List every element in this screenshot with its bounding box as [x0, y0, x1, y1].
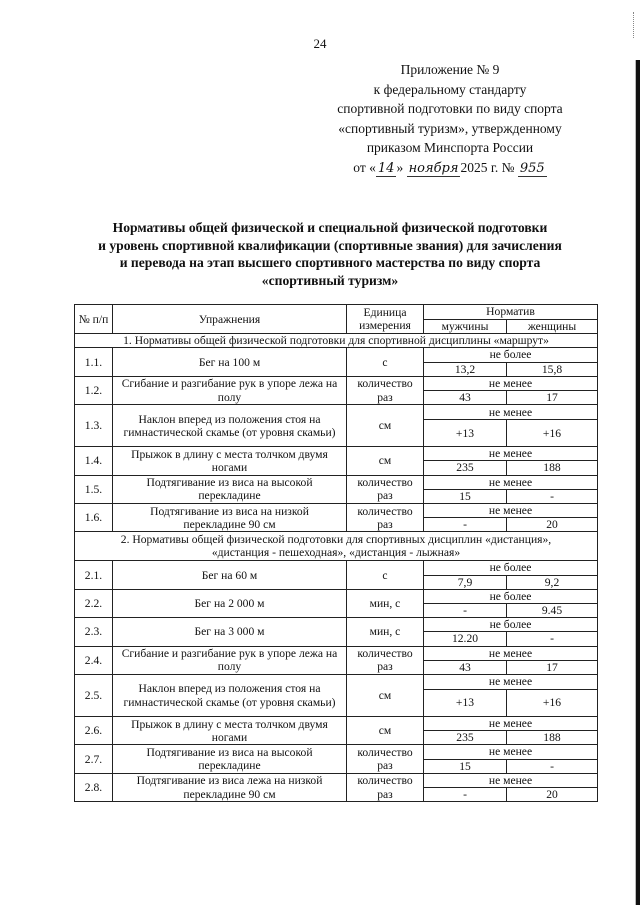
row-num: 2.6. [75, 717, 113, 745]
row-unit: количество раз [347, 376, 424, 404]
table-row [75, 618, 598, 632]
row-women-value: +16 [507, 690, 598, 717]
table-row [75, 589, 598, 603]
table-row [75, 717, 598, 731]
page-number: 24 [313, 36, 327, 51]
handwritten-order-number: 955 [519, 160, 545, 176]
row-condition: не менее [424, 475, 598, 489]
row-unit: количество раз [347, 773, 424, 801]
date-year: 2025 г. № [460, 159, 515, 175]
row-unit: количество раз [347, 745, 424, 773]
row-unit: с [347, 348, 424, 376]
table-row [75, 348, 598, 362]
row-num: 1.2. [75, 376, 113, 404]
row-men-value: 43 [424, 391, 507, 405]
row-unit: см [347, 717, 424, 745]
table-row [75, 447, 598, 461]
table-row [75, 376, 598, 390]
table-row [75, 405, 598, 420]
header-women: женщины [507, 320, 598, 334]
table-row [75, 675, 598, 690]
header-num: № п/п [75, 305, 113, 334]
row-men-value: 12.20 [424, 632, 507, 646]
row-exercise: Подтягивание из виса на высокой перекладине [113, 475, 347, 503]
row-men-value: 7,9 [424, 575, 507, 589]
title-line: «спортивный туризм» [261, 272, 399, 288]
row-condition: не менее [424, 745, 598, 759]
row-exercise: Наклон вперед из положения стоя на гимнастической скамье (от уровня скамьи) [113, 675, 347, 717]
row-num: 2.1. [75, 561, 113, 589]
row-exercise: Прыжок в длину с места толчком двумя ногами [113, 717, 347, 745]
title-line: и уровень спортивной квалификации (спортивные звания) для зачисления [98, 237, 562, 253]
header-men: мужчины [424, 320, 507, 334]
header-exercise: Упражнения [113, 305, 347, 334]
row-unit: см [347, 447, 424, 475]
row-unit: мин, с [347, 618, 424, 646]
appendix-line: спортивной подготовки по виду спорта [337, 101, 563, 116]
row-exercise: Сгибание и разгибание рук в упоре лежа на полу [113, 376, 347, 404]
row-condition: не более [424, 589, 598, 603]
row-women-value: - [507, 759, 598, 773]
row-condition: не более [424, 348, 598, 362]
row-women-value: 20 [507, 788, 598, 802]
row-men-value: 15 [424, 759, 507, 773]
appendix-line: к федеральному стандарту [373, 81, 527, 97]
row-unit: мин, с [347, 589, 424, 617]
row-condition: не менее [424, 717, 598, 731]
row-women-value: 20 [507, 518, 598, 532]
appendix-header [330, 60, 570, 177]
row-men-value: 43 [424, 660, 507, 674]
row-men-value: - [424, 518, 507, 532]
row-condition: не менее [424, 405, 598, 420]
row-exercise: Подтягивание из виса на высокой перекладине [113, 745, 347, 773]
row-exercise: Прыжок в длину с места толчком двумя ногами [113, 447, 347, 475]
handwritten-month: ноября [408, 160, 459, 176]
norms-table [74, 304, 598, 802]
row-num: 2.3. [75, 618, 113, 646]
row-women-value: 15,8 [507, 362, 598, 376]
row-exercise: Бег на 3 000 м [113, 618, 347, 646]
table-row [75, 475, 598, 489]
handwritten-day: 14 [377, 160, 395, 176]
row-num: 1.3. [75, 405, 113, 447]
table-row [75, 646, 598, 660]
appendix-line: Приложение № 9 [400, 62, 500, 77]
row-num: 2.7. [75, 745, 113, 773]
appendix-line: «спортивный туризм», утвержденному [338, 120, 562, 136]
row-men-value: 13,2 [424, 362, 507, 376]
row-men-value: - [424, 788, 507, 802]
row-unit: количество раз [347, 646, 424, 674]
row-exercise: Подтягивание из виса на низкой перекладине 90 см [113, 504, 347, 532]
row-num: 1.4. [75, 447, 113, 475]
table-row [75, 745, 598, 759]
scan-edge-bar [636, 60, 640, 905]
row-condition: не менее [424, 504, 598, 518]
row-exercise: Наклон вперед из положения стоя на гимнастической скамье (от уровня скамьи) [113, 405, 347, 447]
row-women-value: +16 [507, 420, 598, 447]
row-men-value: 235 [424, 731, 507, 745]
title-line: и перевода на этап высшего спортивного мастерства по виду спорта [119, 255, 541, 271]
row-condition: не менее [424, 376, 598, 390]
row-num: 2.2. [75, 589, 113, 617]
row-women-value: 9,2 [507, 575, 598, 589]
row-num: 1.5. [75, 475, 113, 503]
document-title [60, 219, 600, 289]
row-condition: не менее [424, 447, 598, 461]
row-condition: не более [424, 618, 598, 632]
row-condition: не менее [424, 646, 598, 660]
table-row [75, 504, 598, 518]
order-date-line [330, 158, 570, 178]
row-women-value: - [507, 632, 598, 646]
row-unit: с [347, 561, 424, 589]
table-row [75, 561, 598, 575]
row-condition: не менее [424, 773, 598, 787]
scan-edge-mark [633, 12, 638, 38]
date-prefix: от « [353, 159, 376, 175]
row-unit: см [347, 405, 424, 447]
appendix-line: приказом Минспорта России [366, 140, 534, 155]
row-unit: количество раз [347, 504, 424, 532]
row-women-value: 17 [507, 391, 598, 405]
header-norm: Норматив [424, 305, 598, 320]
row-exercise: Сгибание и разгибание рук в упоре лежа на полу [113, 646, 347, 674]
row-men-value: 15 [424, 489, 507, 503]
row-exercise: Бег на 100 м [113, 348, 347, 376]
row-women-value: 17 [507, 660, 598, 674]
row-condition: не более [424, 561, 598, 575]
row-women-value: 9.45 [507, 604, 598, 618]
row-num: 2.4. [75, 646, 113, 674]
row-num: 1.1. [75, 348, 113, 376]
row-exercise: Бег на 2 000 м [113, 589, 347, 617]
row-num: 2.8. [75, 773, 113, 801]
section-header: 1. Нормативы общей физической подготовки для спортивной дисциплины «маршрут» [75, 334, 598, 348]
table-row [75, 773, 598, 787]
row-num: 1.6. [75, 504, 113, 532]
row-men-value: - [424, 604, 507, 618]
row-condition: не менее [424, 675, 598, 690]
row-num: 2.5. [75, 675, 113, 717]
row-women-value: 188 [507, 731, 598, 745]
row-exercise: Бег на 60 м [113, 561, 347, 589]
row-women-value: 188 [507, 461, 598, 475]
row-men-value: 235 [424, 461, 507, 475]
row-men-value: +13 [424, 690, 507, 717]
section-header: 2. Нормативы общей физической подготовки для спортивных дисциплин «дистанция», «дистанция - пешеходная», «дистанция - лыжная» [75, 532, 598, 561]
header-unit: Единица измерения [347, 305, 424, 334]
row-men-value: +13 [424, 420, 507, 447]
row-exercise: Подтягивание из виса лежа на низкой перекладине 90 см [113, 773, 347, 801]
row-women-value: - [507, 489, 598, 503]
date-mid: » [396, 159, 404, 175]
row-unit: см [347, 675, 424, 717]
title-line: Нормативы общей физической и специальной физической подготовки [112, 220, 548, 235]
row-unit: количество раз [347, 475, 424, 503]
